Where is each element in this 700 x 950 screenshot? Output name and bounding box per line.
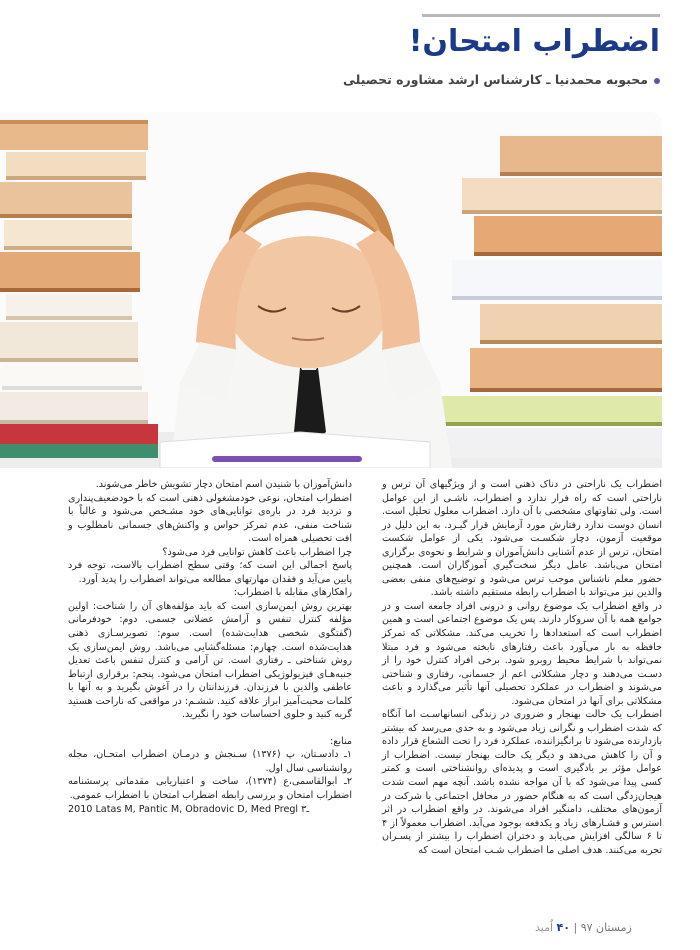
header-rule [422,14,660,17]
article-title: اضطراب امتحان! [408,24,660,59]
paragraph: دانش‌آموزان با شنیدن اسم امتحان دچار تشویش خاطر می‌شوند. [95,479,352,490]
magazine-logo: اُمید [535,921,554,934]
question-heading: چرا اضطراب باعث کاهش توانایی فرد می‌شود؟ [162,546,352,558]
paragraph: اضطراب یک ناراحتی در دناک ذهنی است و از ویژگیهای آن ترس و ناراحتی است که راه فرار ندارد و اضطراب، ناشـی از این عوامل است. ولی تفاوتهای مشخصی با آن دارد. اضطراب معلول تحلیل است. انسان دوست ندارد رفتارش مورد آزمایش قرار گیـرد. به این دلیل در موقعیت آزمون، دچار شکسـت می‌شود. یکی از عوامل شکست امتحان، ترس از عدم آشنایی دانش‌آموزان و شرایط و نحوه‌ی برگزاری امتحان می‌باشد. عامل دیگر سخت‌گیری آموزگاران است. همچنین حضور معلم ناشناس موجب ترس می‌شود و توضیح‌های منفی بعضی والدین نیز می‌تواند با اضطراب رابطه مستقیم داشته باشد. [382,479,662,599]
page-footer: زمستان ۹۷ | ۴۰ اُمید [535,921,632,934]
reference-item: ۱ـ دادسـتان، پ (۱۳۷۶) سـنجش و درمـان اضطراب امتحـان، مجله روانشناسی سال اول. [68,749,352,774]
article-photo [0,112,662,468]
footer-issue: زمستان ۹۷ [580,921,632,934]
paragraph: بهترین روش ایمن‌سازی است که باید مؤلفه‌های آن را شناخت: اولین مؤلفه کنترل تنفس و آرامش عضلانی جسمی. دوم: خودفرمانی (گفتگوی شخصی هدایت‌شده) است. سوم: تصویرسـازی ذهنی هدایت‌شده است. چهارم: مسئله‌گشایی می‌باشد. روش ایمن‌سازی یک روش شناختی ـ رفتاری است. تن آرامی و کنترل تنفس باعث تعدیل جنبه‌هـای فیزیولوژیکی اضطراب امتحان می‌شود. پنجم: برقراری ارتباط عاطفی والدین با فرزندان. فرزندانتان را در آغوش بگیرید و به آنها با کلمات محبت‌آمیز ابراز علاقه کنید. ششـم: در مواقعی که ناراحت هستید گریه کنید و جلوی احساسات خود را نگیرید. [68,600,352,721]
article-column-left [68,478,352,816]
reference-item-latin: 2010 Latas M, Pantic M, Obradovic D, Med Pregl ـ۳ [68,803,310,815]
article-column-right [382,478,662,857]
paragraph: اضطراب یک حالت بهنجار و ضروری در زندگی انسانهاسـت اما آنگاه که شدت اضطراب و نگرانی زیاد می‌شود و به حدی می‌رسد که بیشتر بازدارنده می‌شود تا برانگیزاننده، عملکرد فرد را تحت الشعاع قرار داده و آن را کاهش می‌دهد و دیگر یک حالت بهنجار نیست. اضطراب از عوامل مؤثر بر یادگیری است و پدیده‌ای روانشناختی است و کمتر کسی پیدا می‌شود که با آن مواجه نشده باشد. آنچه مهم است شدت هیجان‌زدگی است که به هنگام حضور در محافل اجتماعی یا شرکت در آزمون‌های مختلف، دامنگیر افراد می‌شوند. در واقع اضطراب در اثر استرس و فشـارهای زیاد و یکدفعه بوجود می‌آید. اضطراب معمولاً از ۴ تا ۶ سالگی افزایش می‌یابد و دختران اضطراب را بیشتر از پسـران تجربه می‌کنند. هدف اصلی ما اضطراب شـب امتحان است که [382,709,662,856]
section-heading: راهکارهای مقابله با اضطراب: [233,587,352,599]
paragraph: اضطراب امتحان، نوعی خودمشغولی ذهنی است که با خودضعیف‌پنداری و تردید فرد در باره‌ی توانایی‌های خود مشـخص می‌شود و غالباً با شناخت منفی، عدم تمرکز حواس و واکنش‌های جسمانی نامطلوب و افت تحصیلی همراه است. [68,492,352,545]
bullet-icon [654,78,660,84]
author-name: محبوبه محمدنیا ـ کارشناس ارشد مشاوره تحصیلی [342,72,648,87]
paragraph: در واقع اضطراب یک موضوع روانی و درونی افراد جامعه است و در جوامع همه با آن سروکار دارند. پس یک موضوع اجتماعی است و همین اضطراب است که استعدادها را تخریب می‌کند. مشکلاتی که تمرکز حافظه به بار می‌آورد باعث رفتارهای نابخته می‌شود و فرد مبتلا نمی‌تواند با شرایط محیط روبرو شود. برخی افراد کنترل خود را از دسـت می‌دهند و دچار مشکلاتی اعم از جسمانی، رفتاری و شناختی می‌شوند و اضطراب در عملکرد تحصیلی آنها تأثیر می‌گذارد و باعث مشکلاتی برای آنها در امتحان می‌شود. [382,600,662,707]
paragraph: پاسخ اجمالی این است که؛ وقتی سطح اضطراب بالاست، توجه فرد پایین می‌آید و فقدان مهارتهای مطالعه می‌تواند اضطراب را پدید آورد. [68,560,352,585]
references-title: منابع: [330,735,352,747]
author-line [343,72,660,87]
reference-item: ۲ـ ابوالقاسمی،ع (۱۳۷۴)، ساخت و اعتباریابی مقدماتی پرسشنامه اضطراب امتحان و بررسی رابطه اضطراب امتحان با اضطراب عمومی. [68,776,352,802]
page-number: ۴۰ [556,921,570,934]
